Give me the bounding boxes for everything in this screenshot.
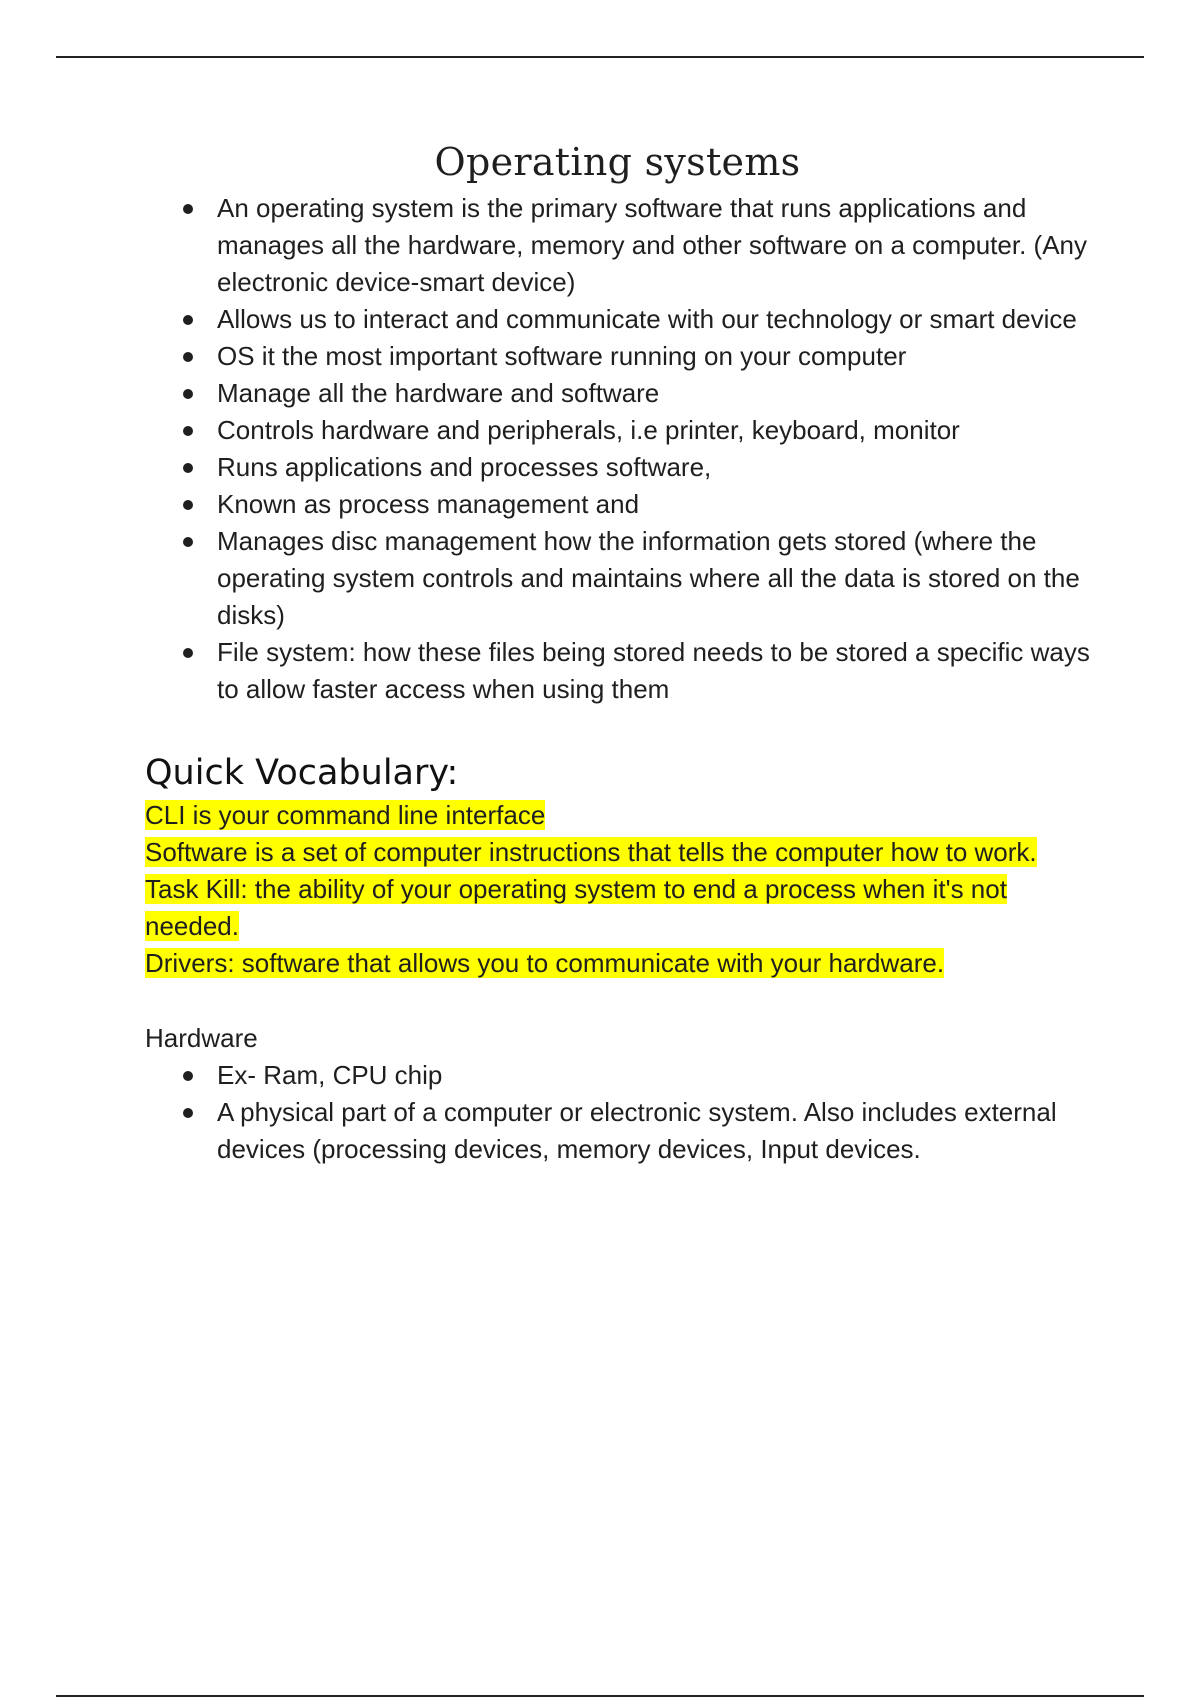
vocab-list — [145, 797, 1090, 982]
list-item: OS it the most important software running on your computer — [217, 338, 1090, 375]
document-body — [145, 140, 1090, 1168]
page-title: Operating systems — [434, 140, 801, 184]
highlighted-text: Drivers: software that allows you to communicate with your hardware. — [145, 948, 945, 978]
list-item: Controls hardware and peripherals, i.e printer, keyboard, monitor — [217, 412, 1090, 449]
list-item: Manages disc management how the information gets stored (where the operating system controls and maintains where all the data is stored on the disks) — [217, 523, 1090, 634]
vocab-entry — [145, 797, 1090, 834]
list-item: Runs applications and processes software, — [217, 449, 1090, 486]
bottom-divider — [56, 1695, 1144, 1697]
highlighted-text: CLI is your command line interface — [145, 800, 546, 830]
list-item: A physical part of a computer or electronic system. Also includes external devices (processing devices, memory devices, Input devices. — [217, 1094, 1090, 1168]
highlighted-text: Software is a set of computer instructions that tells the computer how to work. — [145, 837, 1037, 867]
os-bullet-list — [145, 190, 1090, 708]
vocab-entry — [145, 834, 1090, 871]
hardware-heading: Hardware — [145, 1023, 258, 1053]
vocab-heading: Quick Vocabulary: — [145, 753, 459, 793]
vocab-entry — [145, 871, 1090, 945]
list-item: Known as process management and — [217, 486, 1090, 523]
list-item: Manage all the hardware and software — [217, 375, 1090, 412]
hardware-bullet-list — [145, 1057, 1090, 1168]
highlighted-text: Task Kill: the ability of your operating system to end a process when it's not needed. — [145, 874, 1007, 941]
list-item: File system: how these files being stored needs to be stored a specific ways to allow faster access when using them — [217, 634, 1090, 708]
vocab-entry — [145, 945, 1090, 982]
list-item: An operating system is the primary software that runs applications and manages all the hardware, memory and other software on a computer. (Any electronic device-smart device) — [217, 190, 1090, 301]
list-item: Ex- Ram, CPU chip — [217, 1057, 1090, 1094]
top-divider — [56, 56, 1144, 58]
list-item: Allows us to interact and communicate with our technology or smart device — [217, 301, 1090, 338]
